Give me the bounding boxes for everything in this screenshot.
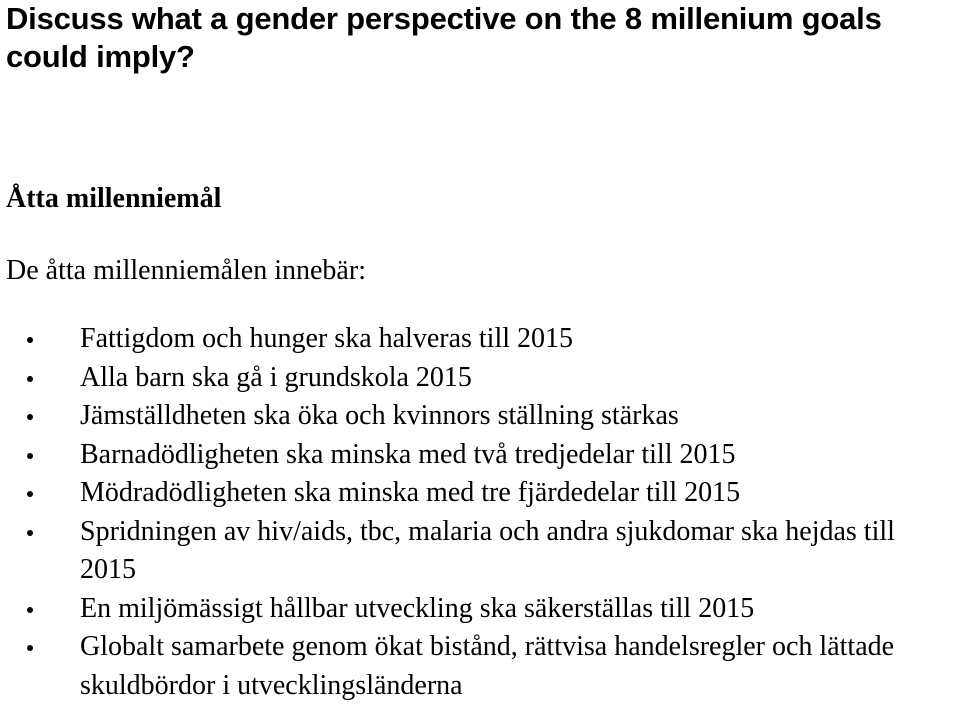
bullet-icon (27, 530, 33, 536)
intro-text: De åtta millenniemålen innebär: (6, 255, 366, 286)
bullet-icon (27, 607, 33, 613)
list-item-text: Mödradödligheten ska minska med tre fjärdedelar till 2015 (80, 477, 741, 508)
list-item-text: Spridningen av hiv/aids, tbc, malaria och andra sjukdomar ska hejdas till 2015 (80, 515, 895, 585)
bullet-icon (27, 453, 33, 459)
list-item-text: Fattigdom och hunger ska halveras till 2015 (80, 323, 574, 354)
list-item (0, 513, 940, 590)
list-item-text: Jämställdheten ska öka och kvinnors ställning stärkas (80, 400, 679, 431)
section-heading: Åtta millenniemål (6, 183, 222, 214)
list-item (0, 320, 940, 359)
list-item (0, 590, 940, 629)
bullet-icon (27, 376, 33, 382)
list-item-text: Alla barn ska gå i grundskola 2015 (80, 361, 472, 393)
bullet-icon (27, 645, 33, 651)
list-item (0, 474, 940, 513)
bullet-icon (27, 414, 33, 420)
list-item (0, 397, 940, 436)
bullet-icon (27, 491, 33, 497)
bullet-icon (27, 337, 33, 343)
list-item-text: En miljömässigt hållbar utveckling ska säkerställas till 2015 (80, 592, 755, 624)
list-item (0, 359, 940, 398)
list-item-text: Barnadödligheten ska minska med två tredjedelar till 2015 (80, 438, 736, 470)
goals-list (0, 320, 940, 705)
list-item-text: Globalt samarbete genom ökat bistånd, rättvisa handelsregler och lättade skuldbördor i utvecklingsländerna (80, 631, 895, 701)
list-item (0, 628, 940, 705)
page-title: Discuss what a gender perspective on the 8 millenium goals could imply? (6, 1, 882, 74)
list-item (0, 436, 940, 475)
